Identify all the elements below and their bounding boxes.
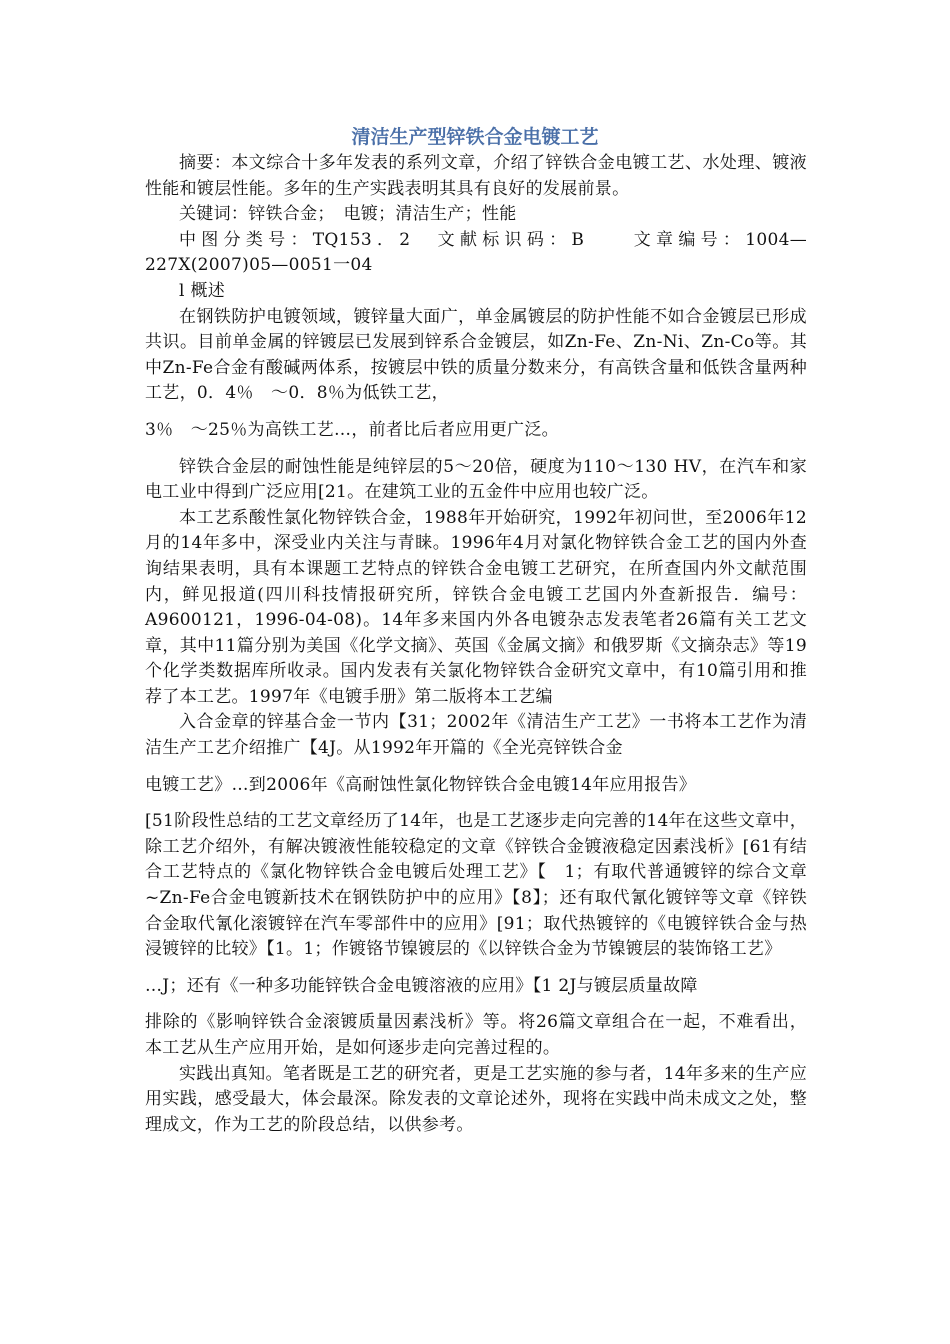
document-body xyxy=(145,151,807,1138)
document-title: 清洁生产型锌铁合金电镀工艺 xyxy=(351,126,599,148)
body-paragraph: 实践出真知。笔者既是工艺的研究者，更是工艺实施的参与者，14年多来的生产应用实践，感受最大，体会最深。除发表的文章论述外，现将在实践中尚未成文之处，整理成文，作为工艺的阶段总结，以供参考。 xyxy=(145,1063,807,1135)
body-paragraph: 本工艺系酸性氯化物锌铁合金，1988年开始研究，1992年初问世，至2006年12月的14年多中，深受业内关注与青睐。1996年4月对氯化物锌铁合金工艺的国内外查询结果表明，具有本课题工艺特点的锌铁合金电镀工艺研究，在所查国内外文献范围内，鲜见报道(四川科技情报研究所，锌铁合金电镀工艺国内外查新报告．编号：A9600121，1996-04-08)。14年多来国内外各电镀杂志发表笔者26篇有关工艺文章，其中11篇分别为美国《化学文摘》、英国《金属文摘》和俄罗斯《文摘杂志》等19个化学类数据库所收录。国内发表有关氯化物锌铁合金研究文章中，有10篇引用和推荐了本工艺。1997年《电镀手册》第二版将本工艺编 xyxy=(145,507,807,707)
body-paragraph-continued: 电镀工艺》…到2006年《高耐蚀性氯化物锌铁合金电镀14年应用报告》 xyxy=(145,774,697,795)
body-paragraph-continued: 3％ ～25％为高铁工艺…，前者比后者应用更广泛。 xyxy=(145,419,559,440)
section-heading-overview: l 概述 xyxy=(179,280,226,301)
body-paragraph: 入合金章的锌基合金一节内【31；2002年《清洁生产工艺》一书将本工艺作为清洁生产工艺介绍推广【4J。从1992年开篇的《全光亮锌铁合金 xyxy=(145,712,807,759)
body-paragraph: 在钢铁防护电镀领域，镀锌量大面广，单金属镀层的防护性能不如合金镀层已形成共识。目前单金属的锌镀层已发展到锌系合金镀层，如Zn-Fe、Zn-Ni、Zn-Co等。其中Zn-Fe合金有酸碱两体系，按镀层中铁的质量分数来分，有高铁含量和低铁含量两种工艺，0．4％ ～0．8％为低铁工艺， xyxy=(145,306,807,404)
body-paragraph: 锌铁合金层的耐蚀性能是纯锌层的5～20倍，硬度为110～130 HV，在汽车和家电工业中得到广泛应用[21。在建筑工业的五金件中应用也较广泛。 xyxy=(145,456,807,503)
body-paragraph-continued: [51阶段性总结的工艺文章经历了14年，也是工艺逐步走向完善的14年在这些文章中，除工艺介绍外，有解决镀液性能较稳定的文章《锌铁合金镀液稳定因素浅析》[61有结合工艺特点的《氯化物锌铁合金电镀后处理工艺》【 1；有取代普通镀锌的综合文章~Zn-Fe合金电镀新技术在钢铁防护中的应用》【8】；还有取代氰化镀锌等文章《锌铁合金取代氰化滚镀锌在汽车零部件中的应用》[91；取代热镀锌的《电镀锌铁合金与热浸镀锌的比较》【1。1；作镀铬节镍镀层的《以锌铁合金为节镍镀层的装饰铬工艺》 xyxy=(145,811,807,960)
keywords-line: 关键词：锌铁合金； 电镀；清洁生产；性能 xyxy=(179,204,517,225)
abstract-paragraph: 摘要：本文综合十多年发表的系列文章，介绍了锌铁合金电镀工艺、水处理、镀液性能和镀层性能。多年的生产实践表明其具有良好的发展前景。 xyxy=(145,153,807,199)
body-paragraph-continued: 排除的《影响锌铁合金滚镀质量因素浅析》等。将26篇文章组合在一起，不难看出，本工艺从生产应用开始，是如何逐步走向完善过程的。 xyxy=(145,1012,807,1058)
body-paragraph-continued: …J；还有《一种多功能锌铁合金电镀溶液的应用》【1 2J与镀层质量故障 xyxy=(145,975,698,996)
classification-line: 中图分类号：TQ153．2 文献标识码：B 文章编号：1004—227X(2007)05—0051一04 xyxy=(145,229,807,276)
